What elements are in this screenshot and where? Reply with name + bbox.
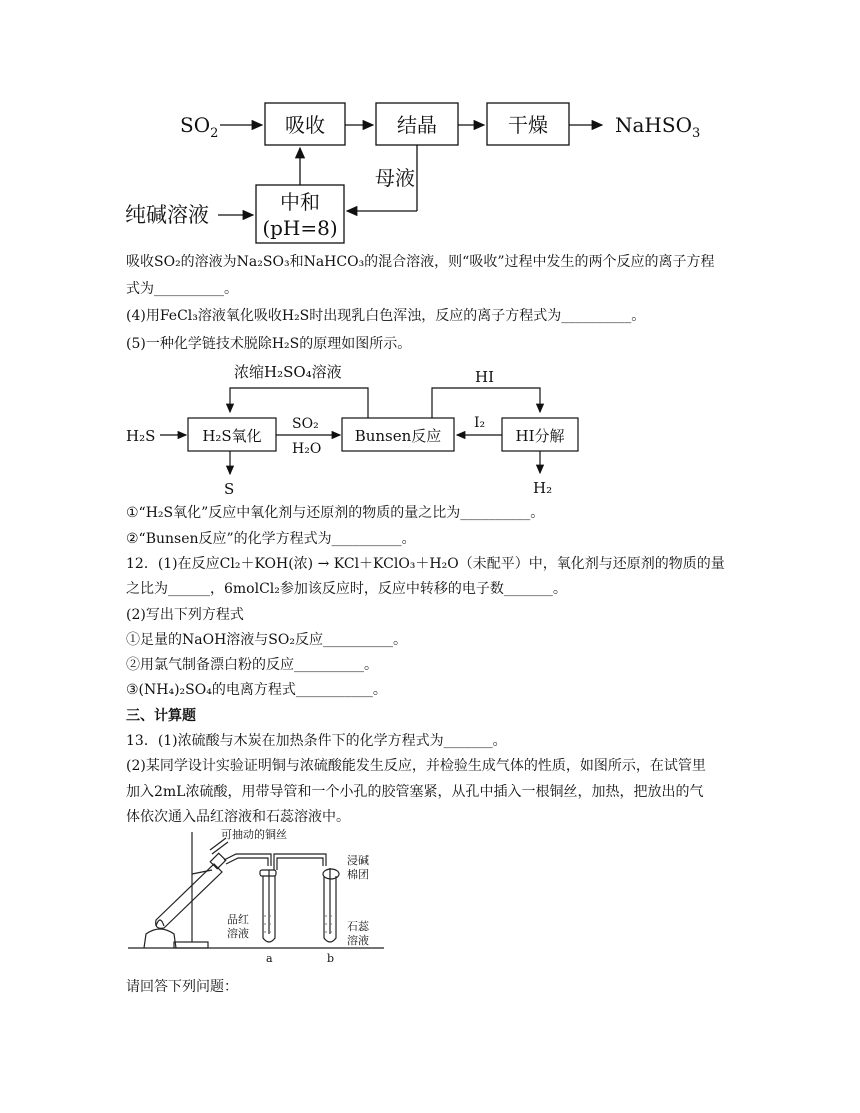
h2s-removal-diagram bbox=[120, 360, 600, 498]
so2-arrow-label: SO₂ bbox=[292, 416, 319, 432]
hi-top-label: HI bbox=[475, 368, 495, 386]
absorb-label: 吸收 bbox=[285, 113, 325, 137]
absorb-question-line2: 式为__________。 bbox=[126, 281, 238, 297]
question-12-2b: ②用氯气制备漂白粉的反应__________。 bbox=[126, 657, 378, 673]
h2s-oxidation-label: H₂S氧化 bbox=[202, 427, 262, 445]
bunsen-label: Bunsen反应 bbox=[354, 427, 442, 445]
dry-label: 干燥 bbox=[508, 113, 548, 137]
question-13-2-line1: (2)某同学设计实验证明铜与浓硫酸能发生反应，并检验生成气体的性质，如图所示，在试管里 bbox=[126, 758, 706, 774]
tube-a-label: a bbox=[266, 952, 273, 965]
section-heading-calculation: 三、计算题 bbox=[126, 708, 196, 724]
h2-output-label: H₂ bbox=[533, 479, 553, 497]
answer-prompt: 请回答下列问题： bbox=[126, 979, 238, 995]
question-12-2a: ①足量的NaOH溶液与SO₂反应__________。 bbox=[126, 632, 407, 648]
absorb-question-line1: 吸收SO₂的溶液为Na₂SO₃和NaHCO₃的混合溶液，则“吸收”过程中发生的两个反应的离子方程 bbox=[126, 254, 715, 270]
hi-decomposition-label: HI分解 bbox=[515, 427, 565, 445]
h2o-arrow-label: H₂O bbox=[292, 441, 322, 457]
question-12-2c: ③(NH₄)₂SO₄的电离方程式___________。 bbox=[126, 682, 387, 698]
litmus-label-2: 溶液 bbox=[347, 934, 369, 947]
pinred-label-2: 溶液 bbox=[227, 927, 249, 940]
so2-label: $SO_2$ bbox=[180, 113, 219, 141]
neutralize-label: 中和 bbox=[280, 190, 320, 214]
question-13-2-line2: 加入2mL浓硫酸，用带导管和一个小孔的胶管塞紧，从孔中插入一根铜丝，加热，把放出的气 bbox=[126, 784, 704, 800]
h2s-in-label: H₂S bbox=[126, 427, 156, 445]
question-13-1: 13．(1)浓硫酸与木炭在加热条件下的化学方程式为_______。 bbox=[126, 733, 507, 749]
question-12-2: (2)写出下列方程式 bbox=[126, 607, 244, 623]
soda-label: 纯碱溶液 bbox=[125, 203, 209, 227]
s-output-label: S bbox=[224, 480, 235, 498]
copper-wire-label: 可抽动的铜丝 bbox=[221, 828, 287, 841]
nahso3-label: NaHSO$_3$ bbox=[615, 113, 701, 141]
question-5-2: ②“Bunsen反应”的化学方程式为__________。 bbox=[126, 531, 416, 547]
question-13-2-line3: 体依次通入品红溶液和石蕊溶液中。 bbox=[126, 809, 350, 825]
tube-b-label: b bbox=[327, 952, 335, 965]
mother-liquor-label: 母液 bbox=[375, 166, 415, 190]
alkali-cotton-label-1: 浸碱 bbox=[347, 854, 369, 867]
question-12-line1: 12．(1)在反应Cl₂＋KOH(浓) → KCl＋KClO₃＋H₂O（未配平）中，氧化剂与还原剂的物质的量 bbox=[126, 556, 725, 572]
litmus-label-1: 石蕊 bbox=[347, 920, 369, 933]
copper-sulfuric-apparatus bbox=[126, 826, 396, 972]
crystallize-label: 结晶 bbox=[397, 113, 437, 137]
question-5: (5)一种化学链技术脱除H₂S的原理如图所示。 bbox=[126, 336, 412, 352]
ph-label: (pH=8) bbox=[262, 216, 338, 240]
conc-h2so4-label: 浓缩H₂SO₄溶液 bbox=[234, 363, 342, 381]
pinred-label-1: 品红 bbox=[227, 913, 249, 926]
question-12-line2: 之比为______，6molCl₂参加该反应时，反应中转移的电子数_______。 bbox=[126, 581, 567, 597]
absorption-flowchart bbox=[120, 95, 720, 250]
i2-label: I₂ bbox=[474, 415, 486, 431]
question-5-1: ①“H₂S氧化”反应中氧化剂与还原剂的物质的量之比为__________。 bbox=[126, 505, 545, 521]
alkali-cotton-label-2: 棉团 bbox=[347, 868, 369, 881]
question-4: (4)用FeCl₃溶液氧化吸收H₂S时出现乳白色浑浊，反应的离子方程式为__________。 bbox=[126, 308, 646, 324]
